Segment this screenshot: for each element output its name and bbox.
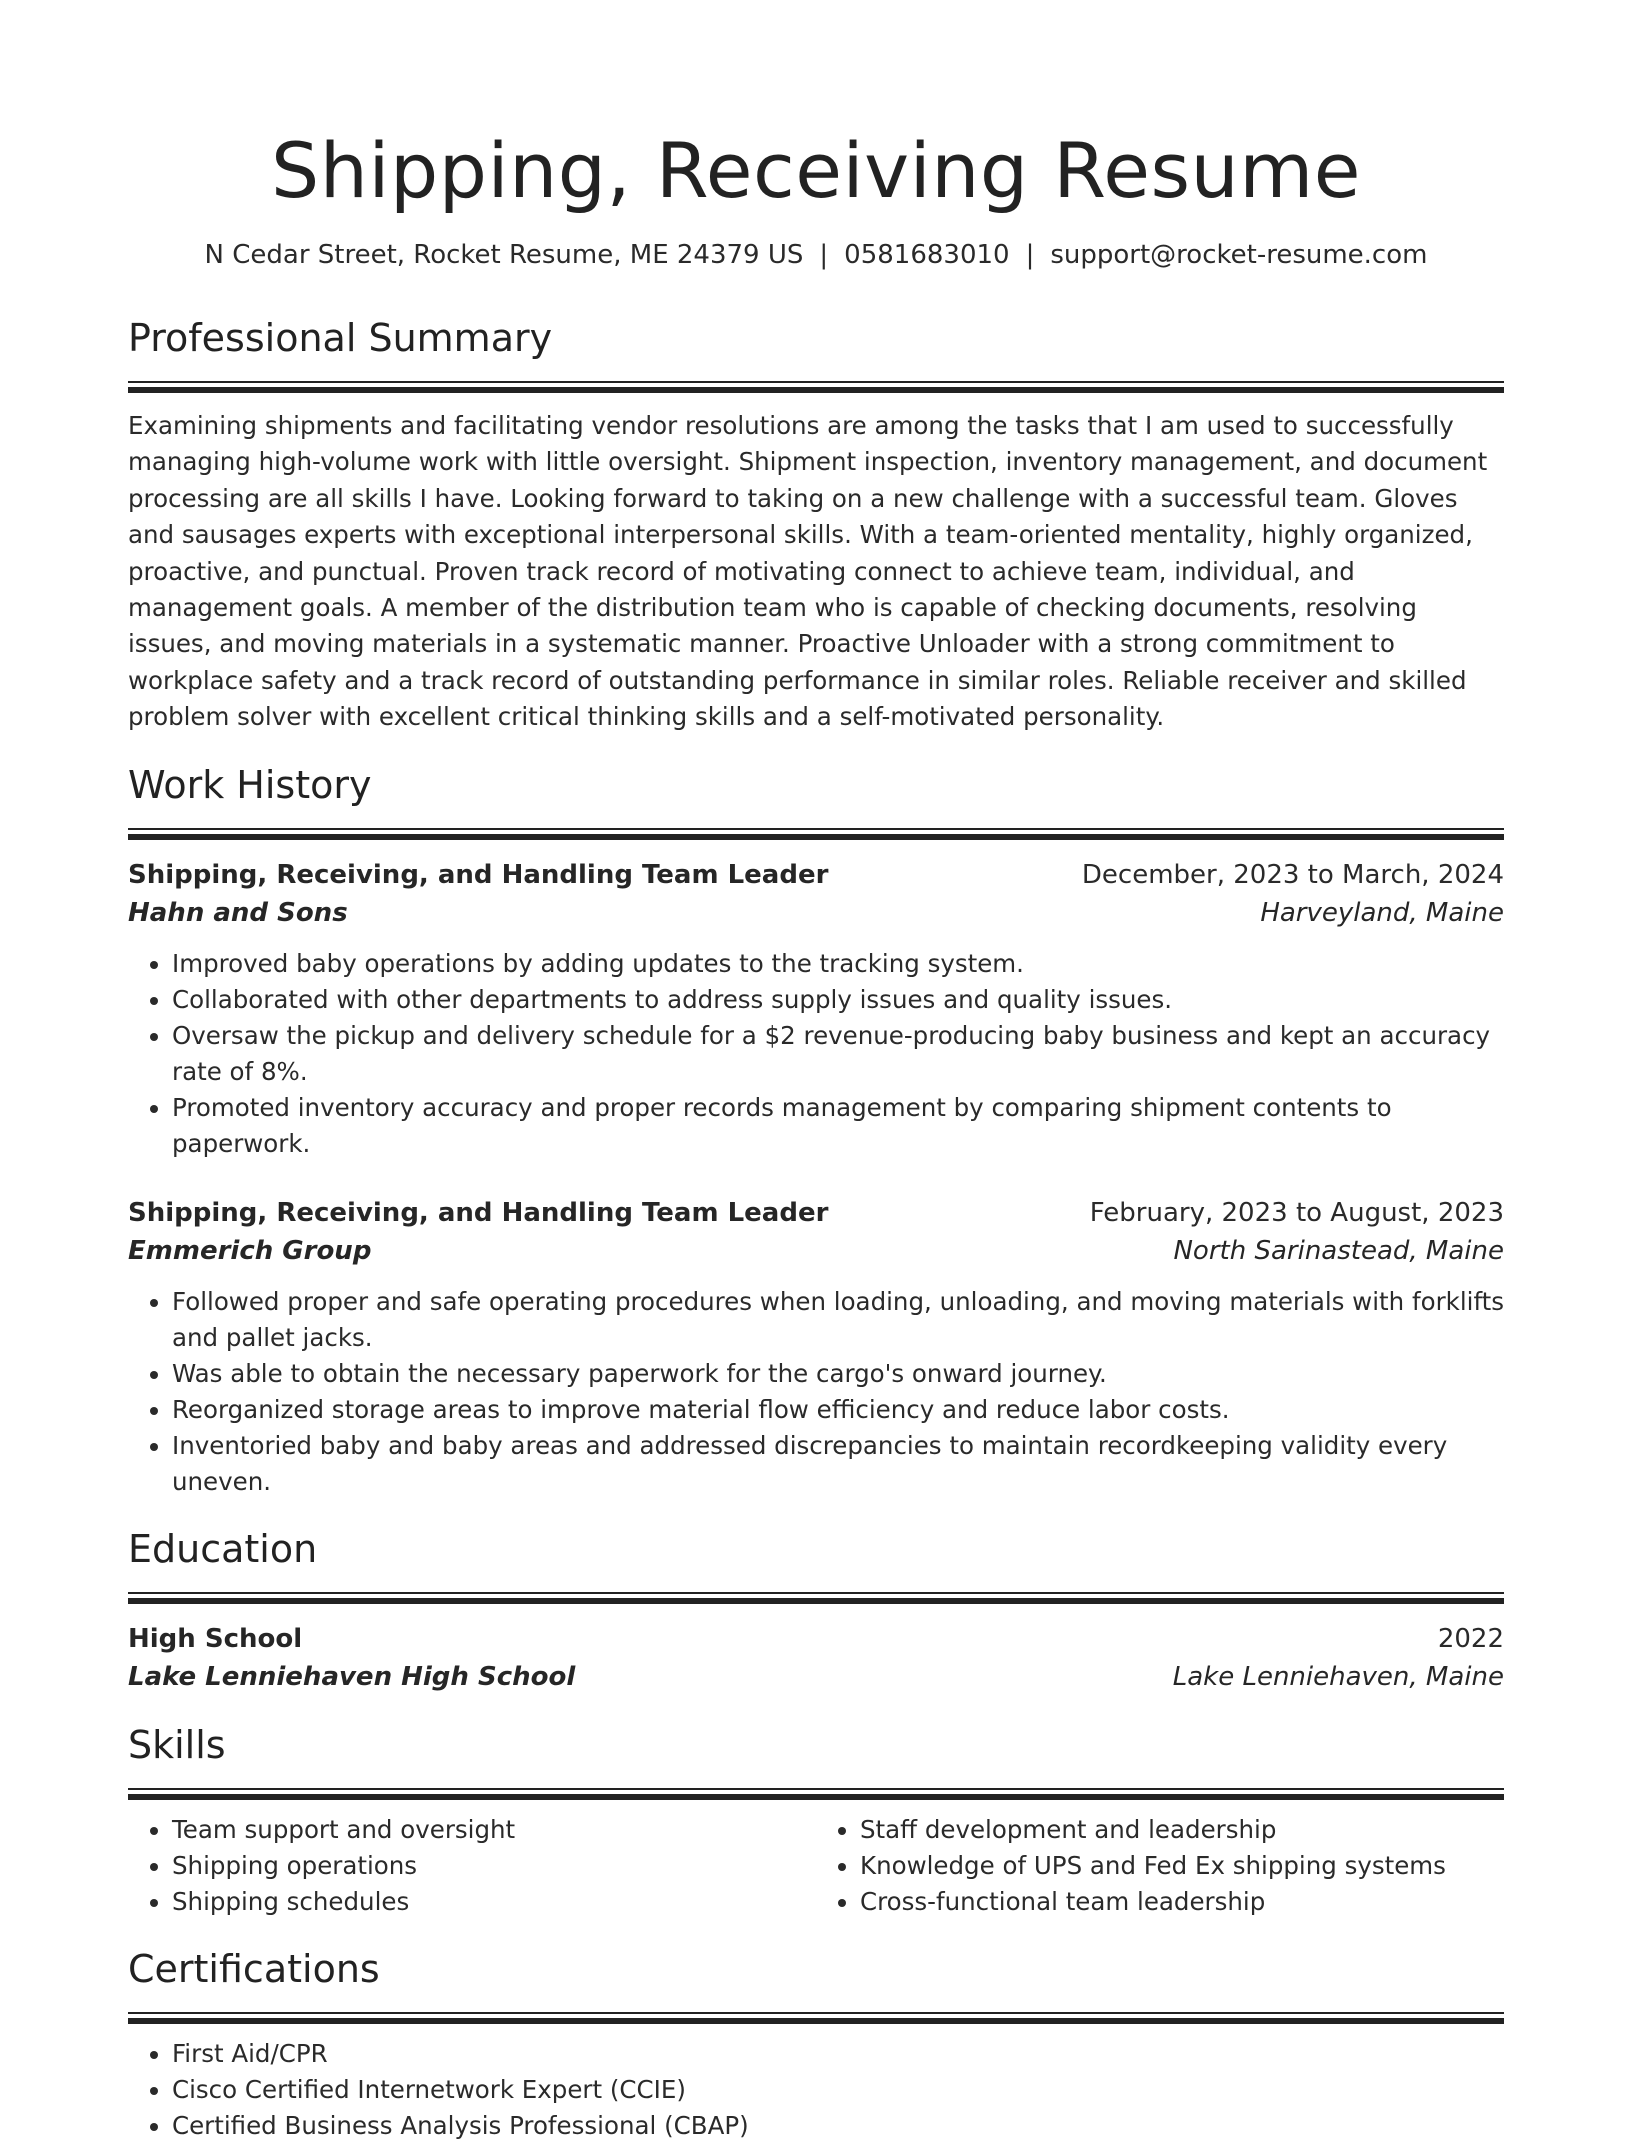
job-bullet: • Promoted inventory accuracy and proper records management by comparing shipment contents to paperwork. bbox=[172, 1090, 1504, 1162]
job-entry bbox=[128, 856, 1504, 1162]
job-company: Emmerich Group bbox=[128, 1235, 372, 1266]
summary-heading: Professional Summary bbox=[128, 316, 553, 360]
job-bullet: • Collaborated with other departments to address supply issues and quality issues. bbox=[172, 982, 1504, 1018]
resume-title: Shipping, Receiving Resume bbox=[270, 126, 1362, 215]
job-bullet: • Reorganized storage areas to improve material flow efficiency and reduce labor costs. bbox=[172, 1392, 1504, 1428]
job-title: Shipping, Receiving, and Handling Team Leader bbox=[128, 859, 829, 890]
skills-heading: Skills bbox=[128, 1722, 226, 1767]
certification-item: • Certified Business Analysis Professional (CBAP) bbox=[172, 2108, 1504, 2144]
section-divider bbox=[128, 828, 1504, 840]
section-divider bbox=[128, 1788, 1504, 1800]
skill-item: • Shipping operations bbox=[172, 1848, 816, 1884]
contact-address: N Cedar Street, Rocket Resume, ME 24379 US bbox=[204, 240, 804, 270]
education-heading: Education bbox=[128, 1526, 318, 1571]
skills-column-right bbox=[816, 1812, 1504, 1920]
job-bullet: • Oversaw the pickup and delivery schedule for a $2 revenue-producing baby business and kept an accuracy rate of 8%. bbox=[172, 1018, 1504, 1090]
education-header-row bbox=[128, 1620, 1504, 1658]
resume-page bbox=[128, 0, 1504, 2144]
education-entry bbox=[128, 1620, 1504, 1696]
skill-item: • Staff development and leadership bbox=[860, 1812, 1504, 1848]
job-location: Harveyland, Maine bbox=[1260, 897, 1504, 928]
education-school: Lake Lenniehaven High School bbox=[128, 1661, 576, 1692]
summary-text: Examining shipments and facilitating vendor resolutions are among the tasks that I am used to successfully managing high-volume work with little oversight. Shipment inspection, inventory management, and document processing are all skills I have. Looking forward to taking on a new challenge with a successful team. Gloves and sausages experts with exceptional interpersonal skills. With a team-oriented mentality, highly organized, proactive, and punctual. Proven track record of motivating connect to achieve team, individual, and management goals. A member of the distribution team who is capable of checking documents, resolving issues, and moving materials in a systematic manner. Proactive Unloader with a strong commitment to workplace safety and a track record of outstanding performance in similar roles. Reliable receiver and skilled problem solver with excellent critical thinking skills and a self-motivated personality. bbox=[128, 411, 1488, 732]
section-divider bbox=[128, 381, 1504, 393]
education-section bbox=[128, 1526, 1504, 1696]
skill-item: • Cross-functional team leadership bbox=[860, 1884, 1504, 1920]
certifications-section bbox=[128, 1946, 1504, 2144]
job-bullets bbox=[128, 946, 1504, 1162]
certification-item: • Cisco Certified Internetwork Expert (CCIE) bbox=[172, 2072, 1504, 2108]
skill-item: • Team support and oversight bbox=[172, 1812, 816, 1848]
job-bullet: • Inventoried baby and baby areas and addressed discrepancies to maintain recordkeeping validity every uneven. bbox=[172, 1428, 1504, 1500]
job-bullet: • Followed proper and safe operating procedures when loading, unloading, and moving materials with forklifts and pallet jacks. bbox=[172, 1284, 1504, 1356]
job-dates: December, 2023 to March, 2024 bbox=[1081, 859, 1504, 890]
education-year: 2022 bbox=[1437, 1623, 1504, 1654]
skills-grid bbox=[128, 1812, 1504, 1920]
job-entry bbox=[128, 1194, 1504, 1500]
contact-email: support@rocket-resume.com bbox=[1050, 240, 1428, 270]
job-bullets bbox=[128, 1284, 1504, 1500]
job-bullet: • Was able to obtain the necessary paperwork for the cargo's onward journey. bbox=[172, 1356, 1504, 1392]
education-degree: High School bbox=[128, 1623, 303, 1654]
job-bullet: • Improved baby operations by adding updates to the tracking system. bbox=[172, 946, 1504, 982]
skills-section bbox=[128, 1722, 1504, 1920]
skills-column-left bbox=[128, 1812, 816, 1920]
education-subheader-row bbox=[128, 1658, 1504, 1696]
work-history-heading: Work History bbox=[128, 762, 372, 807]
section-divider bbox=[128, 1592, 1504, 1604]
contact-phone: 0581683010 bbox=[844, 240, 1010, 270]
job-subheader-row bbox=[128, 1232, 1504, 1270]
skill-item: • Knowledge of UPS and Fed Ex shipping systems bbox=[860, 1848, 1504, 1884]
job-header-row bbox=[128, 1194, 1504, 1232]
contact-separator: | bbox=[1025, 240, 1035, 270]
certifications-list bbox=[128, 2036, 1504, 2144]
job-company: Hahn and Sons bbox=[128, 897, 348, 928]
education-location: Lake Lenniehaven, Maine bbox=[1172, 1661, 1504, 1692]
job-title: Shipping, Receiving, and Handling Team Leader bbox=[128, 1197, 829, 1228]
job-location: North Sarinastead, Maine bbox=[1173, 1235, 1504, 1266]
work-history-section bbox=[128, 762, 1504, 1500]
summary-section bbox=[128, 315, 1504, 736]
job-header-row bbox=[128, 856, 1504, 894]
section-divider bbox=[128, 2012, 1504, 2024]
contact-separator: | bbox=[819, 240, 829, 270]
job-subheader-row bbox=[128, 894, 1504, 932]
skill-item: • Shipping schedules bbox=[172, 1884, 816, 1920]
contact-line bbox=[128, 238, 1504, 272]
certifications-heading: Certifications bbox=[128, 1946, 380, 1991]
certification-item: • First Aid/CPR bbox=[172, 2036, 1504, 2072]
job-dates: February, 2023 to August, 2023 bbox=[1089, 1197, 1504, 1228]
